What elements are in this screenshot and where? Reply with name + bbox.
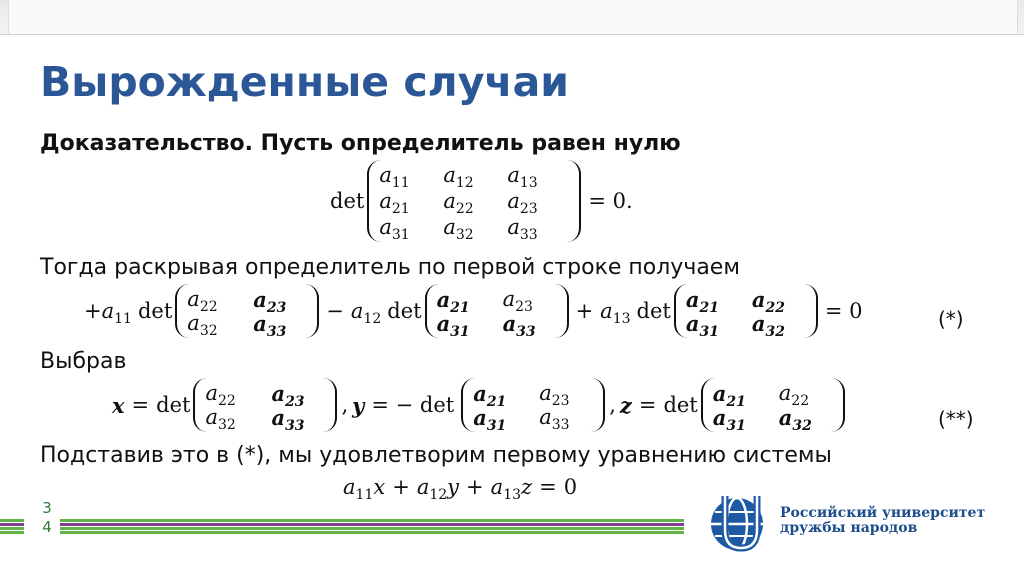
matrix-x: $a_{22}$ $a_{23}$ $a_{32}$ $a_{33}$ xyxy=(193,378,337,432)
formula-expansion: + $a_{11}$ det $a_{22}$ $a_{23}$ $a_{32}$ $a_{33}$ − $a_{12}$ det $a_{21}$ $a_{23}$ $a_{31}$ $a_{33}$ + $a_{13}$ det $a_{21}$ $a_{22}$ $a_{31}$ $a_{32}$ = 0 xyxy=(84,271,869,351)
matrix-3x3: $a_{11}$ $a_{12}$ $a_{13}$ $a_{21}$ $a_{22}$ $a_{23}$ $a_{31}$ $a_{32}$ $a_{33}$ xyxy=(367,160,581,242)
minor-matrix-3: $a_{21}$ $a_{22}$ $a_{31}$ $a_{32}$ xyxy=(674,284,818,338)
university-globe-logo-icon xyxy=(705,490,773,558)
slide-title: Вырожденные случаи xyxy=(40,58,569,106)
equation-label-double-star: (**) xyxy=(938,407,974,431)
substitute-text: Подставив это в (*), мы удовлетворим первому уравнению системы xyxy=(40,443,832,468)
minor-matrix-1: $a_{22}$ $a_{23}$ $a_{32}$ $a_{33}$ xyxy=(175,284,319,338)
slide-number: 3 4 xyxy=(42,499,52,536)
matrix-z: $a_{21}$ $a_{22}$ $a_{31}$ $a_{32}$ xyxy=(701,378,845,432)
formula-xyz: x = det $a_{22}$ $a_{23}$ $a_{32}$ $a_{33}$ , y = − det $a_{21}$ $a_{23}$ $a_{31}$ $a_{33}$ , z = det $a_{21}$ $a_{22}$ $a_{31}$ $a_{32}$ xyxy=(112,365,845,445)
proof-text: Доказательство. Пусть определитель равен нулю xyxy=(40,131,681,156)
footer-stripe-left xyxy=(0,519,24,535)
expansion-text: Тогда раскрывая определитель по первой строке получаем xyxy=(40,255,740,280)
university-name: Российский университет дружбы народов xyxy=(780,505,986,536)
minor-matrix-2: $a_{21}$ $a_{23}$ $a_{31}$ $a_{33}$ xyxy=(425,284,569,338)
formula-determinant-zero xyxy=(330,161,640,241)
equation-label-star: (*) xyxy=(938,307,964,331)
choose-text: Выбрав xyxy=(40,349,127,374)
slide-top-frame xyxy=(0,0,1024,35)
equals-zero: = 0. xyxy=(588,189,633,213)
final-equation: $a_{11}x$ + $a_{12}y$ + $a_{13}z$ = 0 xyxy=(343,475,578,503)
matrix-y: $a_{21}$ $a_{23}$ $a_{31}$ $a_{33}$ xyxy=(461,378,605,432)
footer-stripe-right xyxy=(60,519,684,535)
det-operator: det xyxy=(330,189,365,213)
